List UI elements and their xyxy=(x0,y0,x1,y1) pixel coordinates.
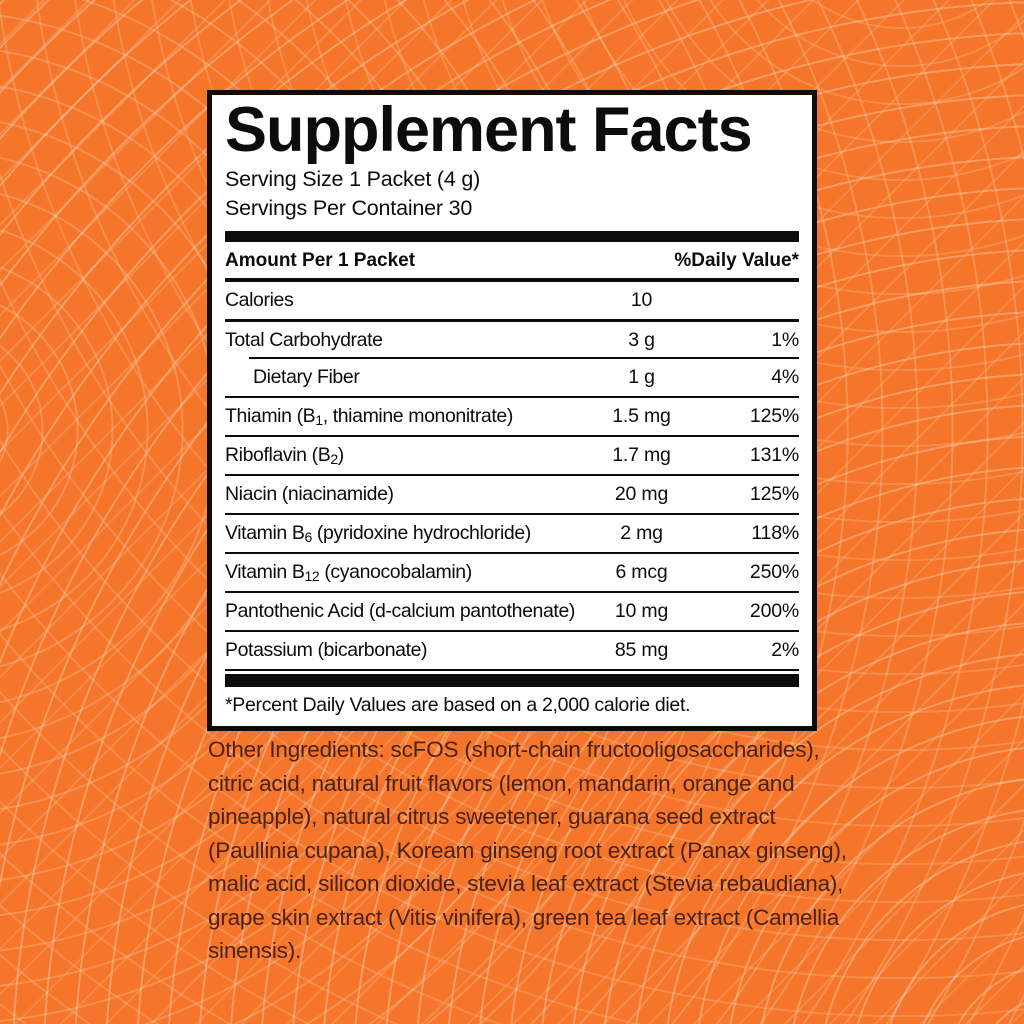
nutrient-row xyxy=(225,515,799,554)
nutrient-label: Vitamin $B_{12}$ (cyanocobalamin) xyxy=(225,560,472,585)
nutrient-amount: 10 xyxy=(630,289,653,311)
divider-thick-top xyxy=(225,231,799,242)
nutrient-row xyxy=(225,437,799,476)
nutrient-amount: 3 g xyxy=(628,329,655,351)
serving-size: Serving Size 1 Packet (4 g) xyxy=(225,167,481,191)
nutrient-label: Niacin (niacinamide) xyxy=(225,483,394,505)
nutrient-amount: 1.7 mg xyxy=(612,444,671,466)
nutrient-daily-value: 2% xyxy=(771,639,799,661)
nutrient-daily-value: 118% xyxy=(751,522,799,544)
nutrient-daily-value: 1% xyxy=(771,329,799,351)
nutrient-amount: 6 mcg xyxy=(615,561,668,583)
nutrient-label: Total Carbohydrate xyxy=(225,329,383,351)
nutrient-row xyxy=(225,359,799,398)
nutrient-row xyxy=(225,282,799,322)
amount-per-header: Amount Per 1 Packet xyxy=(225,250,416,271)
nutrient-row xyxy=(225,554,799,593)
supplement-facts-panel xyxy=(207,90,817,731)
nutrient-amount: 1 g xyxy=(628,366,655,388)
nutrient-row xyxy=(225,593,799,632)
nutrient-amount: 10 mg xyxy=(614,600,669,622)
nutrient-label: Thiamin ($B_1$, thiamine mononitrate) xyxy=(225,404,513,429)
nutrient-daily-value: 4% xyxy=(771,366,799,388)
nutrient-amount: 20 mg xyxy=(614,483,669,505)
other-ingredients-text: Other Ingredients: scFOS (short-chain fructooligosaccharides), citric acid, natural fruit flavors (lemon, mandarin, orange and pineapple), natural citrus sweetener, guarana seed extract (Paullinia cupana), Koream ginseng root extract (Panax ginseng), malic acid, silicon dioxide, stevia leaf extract (Stevia rebaudiana), grape skin extract (Vitis vinifera), green tea leaf extract (Camellia sinensis). xyxy=(208,737,847,963)
table-header-row xyxy=(225,242,799,282)
divider-thick-bottom xyxy=(225,674,799,687)
daily-value-footnote: *Percent Daily Values are based on a 2,000 calorie diet. xyxy=(225,694,691,716)
nutrient-label: Riboflavin $(B_2)$ xyxy=(225,443,344,468)
nutrient-amount: 1.5 mg xyxy=(612,405,671,427)
nutrient-daily-value: 250% xyxy=(749,561,799,583)
nutrient-amount: 85 mg xyxy=(614,639,669,661)
nutrient-label: Dietary Fiber xyxy=(253,366,360,388)
nutrient-label: Calories xyxy=(225,289,294,311)
nutrient-label: Pantothenic Acid (d-calcium pantothenate) xyxy=(225,600,575,622)
nutrient-daily-value: 131% xyxy=(749,444,799,466)
daily-value-header: %Daily Value* xyxy=(674,250,799,271)
nutrient-label: Potassium (bicarbonate) xyxy=(225,639,428,661)
nutrient-amount: 2 mg xyxy=(620,522,663,544)
panel-title: Supplement Facts xyxy=(225,95,752,165)
nutrient-row xyxy=(225,632,799,671)
nutrient-row xyxy=(225,398,799,437)
nutrient-daily-value: 200% xyxy=(749,600,799,622)
nutrient-daily-value: 125% xyxy=(749,405,799,427)
nutrient-row xyxy=(225,322,799,359)
nutrient-row xyxy=(225,476,799,515)
nutrient-daily-value: 125% xyxy=(749,483,799,505)
nutrient-label: Vitamin $B_6$ (pyridoxine hydrochloride) xyxy=(225,521,531,546)
nutrient-table xyxy=(225,282,799,671)
servings-per-container: Servings Per Container 30 xyxy=(225,196,473,220)
